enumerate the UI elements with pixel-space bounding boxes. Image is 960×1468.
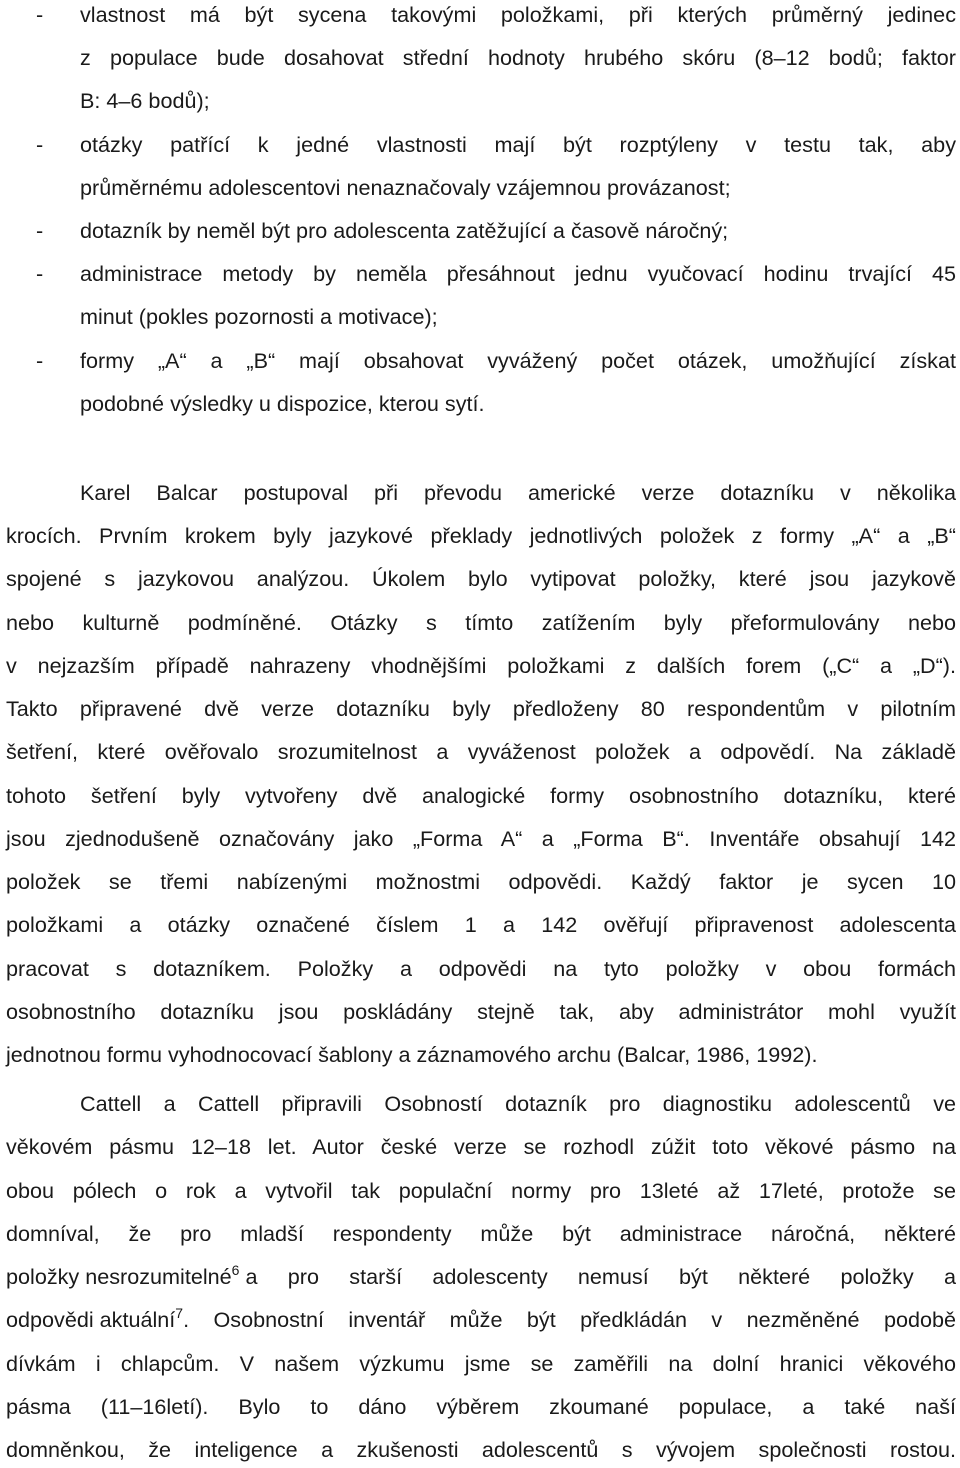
bullet-4-line-2: minut (pokles pozornosti a motivace); [80, 304, 438, 329]
paragraph-1-line-3: spojené s jazykovou analýzou. Úkolem bylo vytipovat položky, které jsou jazykově [6, 566, 956, 591]
paragraph-1-line-11: položkami a otázky označené číslem 1 a 142 ověřují připravenost adolescenta [6, 912, 956, 937]
text-after-footnote-7: . Osobnostní inventář může být předkládán v nezměněné podobě [183, 1307, 956, 1332]
text-after-footnote-6: a pro starší adolescenty nemusí být některé položky a [245, 1264, 956, 1289]
footnote-ref-7[interactable]: 7 [175, 1305, 184, 1321]
paragraph-1-line-12: pracovat s dotazníkem. Položky a odpovědi na tyto položky v obou formách [6, 956, 956, 981]
paragraph-2-line-4: domníval, že pro mladší respondenty může být administrace náročná, některé [6, 1221, 956, 1246]
paragraph-2-line-6 [6, 1305, 956, 1335]
paragraph-1-line-4: nebo kulturně podmíněné. Otázky s tímto zatížením byly přeformulovány nebo [6, 610, 956, 635]
bullet-1-line-1: vlastnost má být sycena takovými položkami, při kterých průměrný jedinec [80, 2, 956, 27]
paragraph-1-line-9: jsou zjednodušeně označovány jako „Forma A“ a „Forma B“. Inventáře obsahují 142 [6, 826, 956, 851]
paragraph-1-line-2: krocích. Prvním krokem byly jazykové překlady jednotlivých položek z formy „A“ a „B“ [6, 523, 956, 548]
paragraph-1-line-5: v nejzazším případě nahrazeny vhodnějšími položkami z dalších forem („C“ a „D“). [6, 653, 956, 678]
bullet-2-line-1: otázky patřící k jedné vlastnosti mají být rozptýleny v testu tak, aby [80, 132, 956, 157]
bullet-marker: - [36, 348, 44, 373]
bullet-4-line-1: administrace metody by neměla přesáhnout jednu vyučovací hodinu trvající 45 [80, 261, 956, 286]
paragraph-1-line-14: jednotnou formu vyhodnocovací šablony a záznamového archu (Balcar, 1986, 1992). [6, 1042, 818, 1067]
paragraph-1-line-10: položek se třemi nabízenými možnostmi odpovědi. Každý faktor je sycen 10 [6, 869, 956, 894]
bullet-2-line-2: průměrnému adolescentovi nenaznačovaly vzájemnou provázanost; [80, 175, 731, 200]
paragraph-2-line-2: věkovém pásmu 12–18 let. Autor české verze se rozhodl zúžit toto věkové pásmo na [6, 1134, 956, 1159]
bullet-1-line-2: z populace bude dosahovat střední hodnoty hrubého skóru (8–12 bodů; faktor [80, 45, 956, 70]
paragraph-2-line-7: dívkám i chlapcům. V našem výzkumu jsme se zaměřili na dolní hranici věkového [6, 1351, 956, 1376]
bullet-marker: - [36, 218, 44, 243]
bullet-3-line-1: dotazník by neměl být pro adolescenta zatěžující a časově náročný; [80, 218, 729, 243]
bullet-marker: - [36, 2, 44, 27]
footnote-6-line-text [6, 1262, 239, 1292]
bullet-1-line-3: B: 4–6 bodů); [80, 88, 210, 113]
bullet-5-line-1: formy „A“ a „B“ mají obsahovat vyvážený počet otázek, umožňující získat [80, 348, 956, 373]
text-before-footnote-6: položky nesrozumitelné [6, 1264, 232, 1289]
paragraph-2-line-1: Cattell a Cattell připravili Osobností dotazník pro diagnostiku adolescentů ve [80, 1091, 956, 1116]
paragraph-2-line-9: domněnkou, že inteligence a zkušenosti adolescentů s vývojem společnosti rostou. [6, 1437, 956, 1462]
footnote-ref-6[interactable]: 6 [231, 1262, 240, 1278]
paragraph-1-line-7: šetření, které ověřovalo srozumitelnost a vyváženost položek a odpovědí. Na základě [6, 739, 956, 764]
bullet-marker: - [36, 132, 44, 157]
paragraph-1-line-6: Takto připravené dvě verze dotazníku byly předloženy 80 respondentům v pilotním [6, 696, 956, 721]
paragraph-2-line-3: obou pólech o rok a vytvořil tak populační normy pro 13leté až 17leté, protože se [6, 1178, 956, 1203]
paragraph-2-line-5 [6, 1262, 956, 1292]
bullet-5-line-2: podobné výsledky u dispozice, kterou sytí. [80, 391, 485, 416]
footnote-7-line-text [6, 1305, 183, 1335]
paragraph-1-line-13: osobnostního dotazníku jsou poskládány stejně tak, aby administrátor mohl využít [6, 999, 956, 1024]
paragraph-1-line-8: tohoto šetření byly vytvořeny dvě analogické formy osobnostního dotazníku, které [6, 783, 956, 808]
bullet-marker: - [36, 261, 44, 286]
text-before-footnote-7: odpovědi aktuální [6, 1307, 176, 1332]
paragraph-1-line-1: Karel Balcar postupoval při převodu americké verze dotazníku v několika [80, 480, 956, 505]
paragraph-2-line-8: pásma (11–16letí). Bylo to dáno výběrem zkoumané populace, a také naší [6, 1394, 956, 1419]
